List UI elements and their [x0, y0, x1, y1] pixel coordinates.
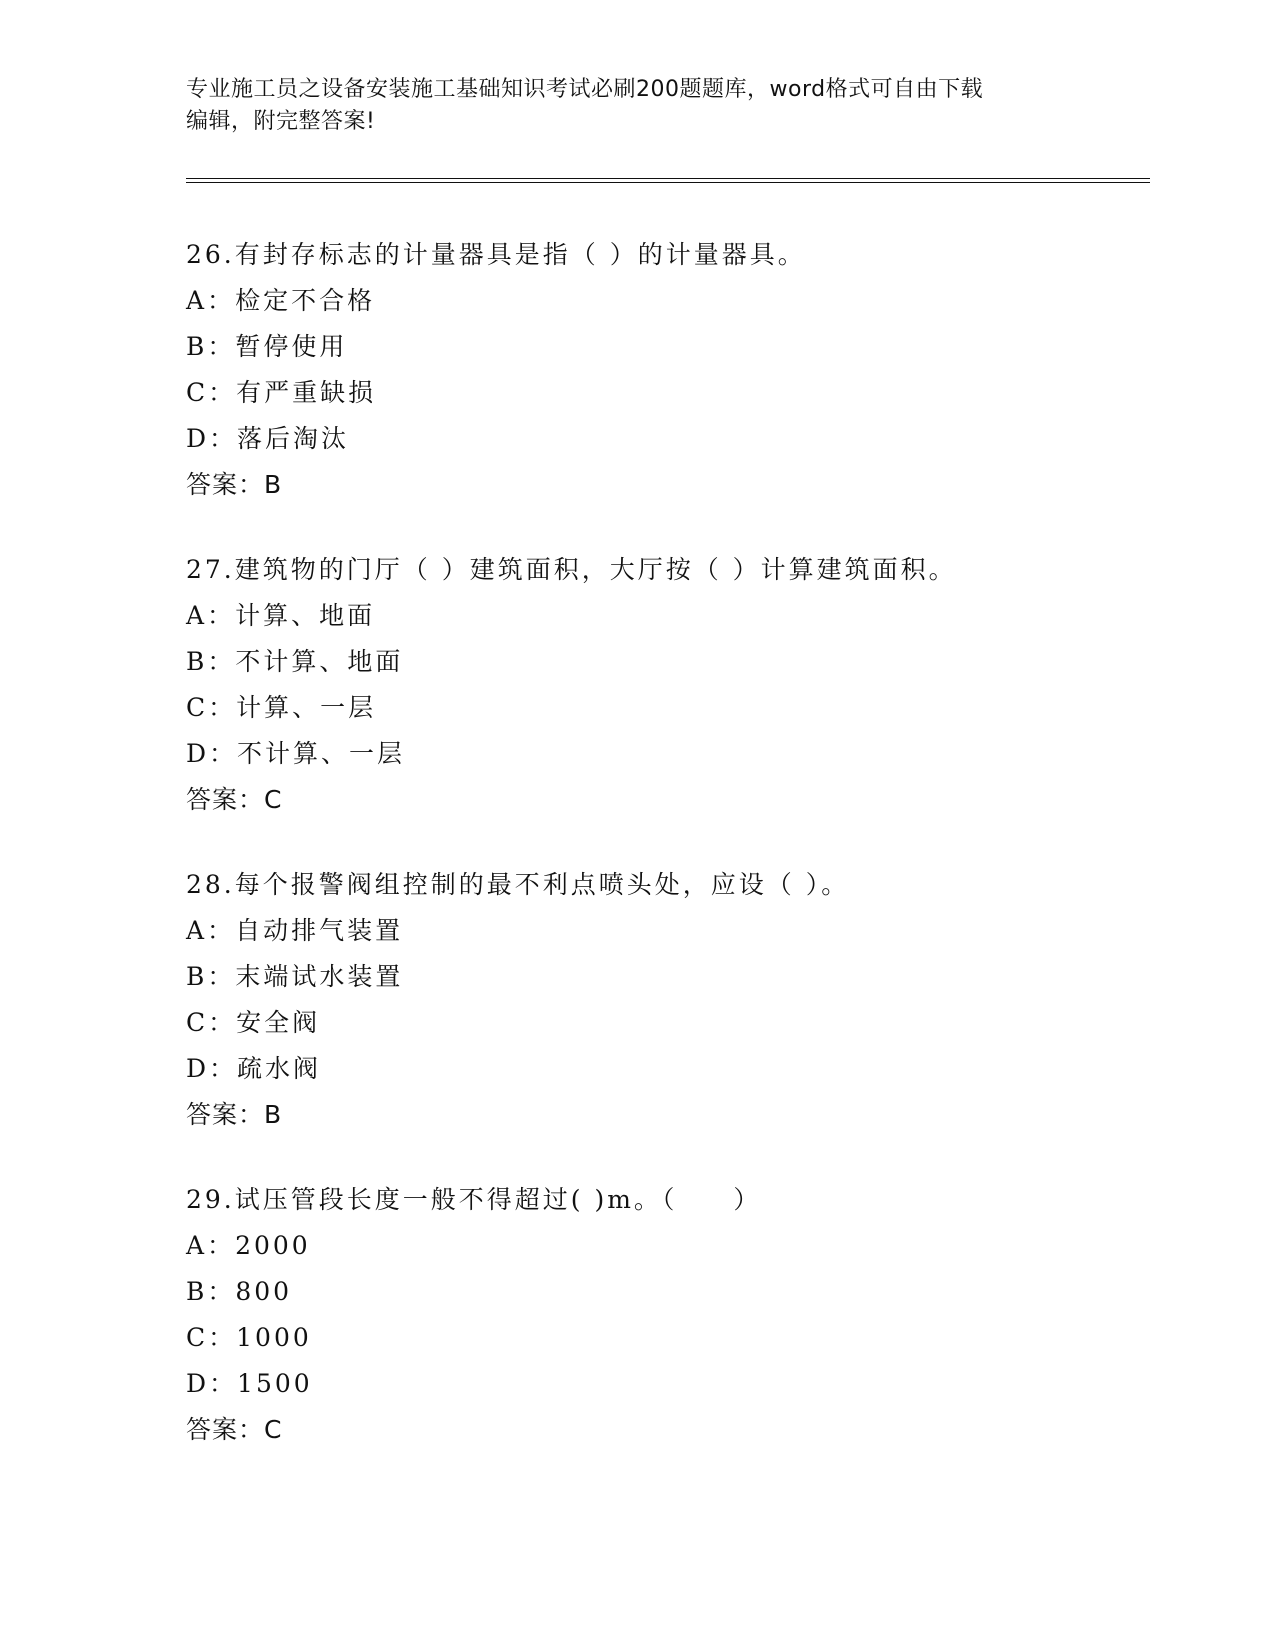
option-text: 不计算、一层 [237, 739, 406, 768]
option-a [186, 1223, 1186, 1269]
option-letter: D： [186, 1054, 238, 1083]
option-text: 疏水阀 [237, 1054, 322, 1083]
option-text: 计算、地面 [235, 601, 376, 630]
header-line-2: 编辑，附完整答案! [186, 109, 376, 134]
option-b [186, 324, 1186, 370]
option-a [186, 593, 1186, 639]
option-text: 检定不合格 [235, 286, 376, 315]
option-c [186, 1315, 1186, 1361]
question-stem: 28.每个报警阀组控制的最不利点喷头处，应设（ ）。 [186, 870, 850, 899]
option-letter: C： [186, 1323, 237, 1352]
answer: 答案：C [186, 1415, 283, 1444]
question-stem: 26.有封存标志的计量器具是指（ ）的计量器具。 [186, 240, 806, 269]
question-stem: 29.试压管段长度一般不得超过( )m。（ ） [186, 1185, 762, 1214]
option-letter: C： [186, 1008, 237, 1037]
question-stem: 27.建筑物的门厅（ ）建筑面积，大厅按（ ）计算建筑面积。 [186, 555, 957, 584]
option-text: 暂停使用 [235, 332, 348, 361]
option-a [186, 908, 1186, 954]
option-text: 自动排气装置 [235, 916, 404, 945]
answer: 答案：B [186, 470, 283, 499]
answer: 答案：B [186, 1100, 283, 1129]
header-line-1: 专业施工员之设备安装施工基础知识考试必刷200题题库，word格式可自由下载 [186, 77, 984, 102]
option-text: 末端试水装置 [235, 962, 404, 991]
answer: 答案：C [186, 785, 283, 814]
option-text: 1500 [237, 1369, 313, 1398]
header-divider-top [186, 178, 1150, 179]
option-b [186, 1269, 1186, 1315]
option-a [186, 278, 1186, 324]
option-text: 不计算、地面 [235, 647, 404, 676]
option-text: 落后淘汰 [237, 424, 350, 453]
option-letter: D： [186, 739, 238, 768]
option-d [186, 416, 1186, 462]
option-c [186, 370, 1186, 416]
option-letter: C： [186, 378, 237, 407]
header-divider-bottom [186, 182, 1150, 183]
option-text: 2000 [235, 1231, 311, 1260]
option-d [186, 1046, 1186, 1092]
option-b [186, 639, 1186, 685]
option-text: 计算、一层 [236, 693, 377, 722]
option-text: 安全阀 [236, 1008, 321, 1037]
question-27 [186, 547, 1186, 823]
option-letter: B： [186, 332, 236, 361]
option-text: 800 [235, 1277, 293, 1306]
option-letter: A： [186, 916, 236, 945]
option-letter: B： [186, 1277, 236, 1306]
question-28 [186, 862, 1186, 1138]
option-letter: A： [186, 286, 236, 315]
question-26 [186, 232, 1186, 508]
option-letter: B： [186, 647, 236, 676]
option-b [186, 954, 1186, 1000]
question-29 [186, 1177, 1186, 1453]
document-header [186, 74, 1086, 138]
option-c [186, 685, 1186, 731]
option-d [186, 1361, 1186, 1407]
option-letter: D： [186, 424, 238, 453]
option-letter: C： [186, 693, 237, 722]
option-d [186, 731, 1186, 777]
option-text: 1000 [236, 1323, 312, 1352]
option-text: 有严重缺损 [236, 378, 377, 407]
option-letter: B： [186, 962, 236, 991]
option-letter: A： [186, 1231, 236, 1260]
option-letter: A： [186, 601, 236, 630]
option-c [186, 1000, 1186, 1046]
option-letter: D： [186, 1369, 238, 1398]
